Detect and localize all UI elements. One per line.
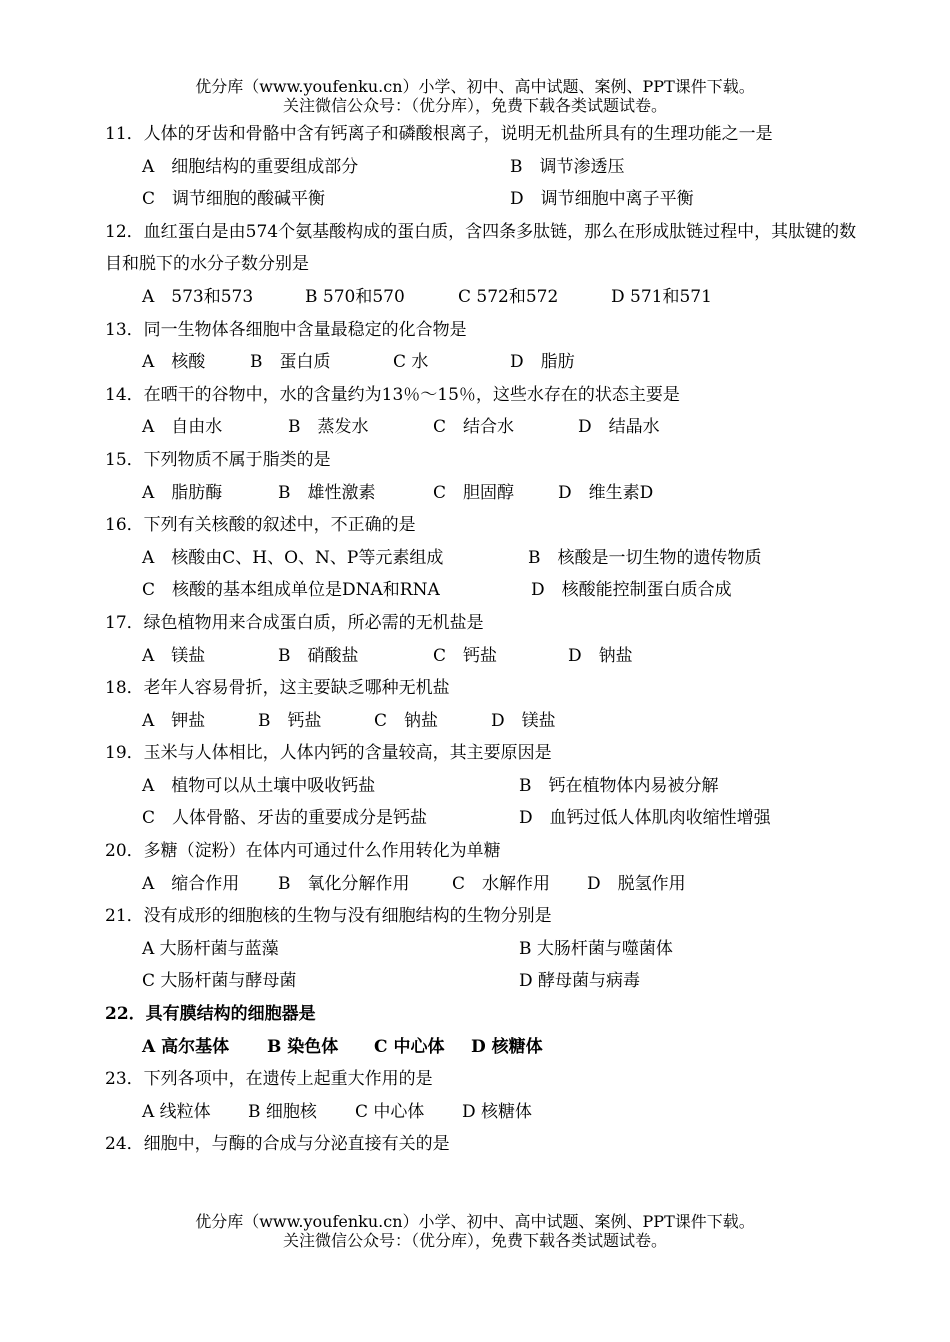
option-row xyxy=(0,1096,950,1129)
option-c: C 中心体 xyxy=(355,1101,425,1122)
question-13 xyxy=(0,314,950,379)
option-b: B 细胞核 xyxy=(248,1101,317,1122)
option-row xyxy=(0,933,950,966)
question-11 xyxy=(0,118,950,216)
question-12 xyxy=(0,216,950,314)
question-stem: 18．老年人容易骨折，这主要缺乏哪种无机盐 xyxy=(105,678,450,699)
option-row xyxy=(0,183,950,216)
option-d: D 脱氢作用 xyxy=(587,873,686,894)
question-14 xyxy=(0,379,950,444)
option-c: C 572和572 xyxy=(458,286,559,307)
question-stem: 13．同一生物体各细胞中含量最稳定的化合物是 xyxy=(105,319,467,340)
option-a: A 线粒体 xyxy=(142,1101,211,1122)
option-d: D 结晶水 xyxy=(578,417,660,438)
option-a: A 大肠杆菌与蓝藻 xyxy=(142,938,279,959)
question-22 xyxy=(0,998,950,1063)
option-c: C 胆固醇 xyxy=(433,482,515,503)
option-d: D 脂肪 xyxy=(510,352,575,373)
option-c: C 结合水 xyxy=(433,417,515,438)
question-stem: 22．具有膜结构的细胞器是 xyxy=(105,1004,316,1025)
option-row xyxy=(0,346,950,379)
option-c: C 水解作用 xyxy=(452,873,551,894)
option-a: A 573和573 xyxy=(142,286,254,307)
question-stem: 21．没有成形的细胞核的生物与没有细胞结构的生物分别是 xyxy=(105,906,552,927)
question-23 xyxy=(0,1063,950,1128)
option-b: B 570和570 xyxy=(305,286,405,307)
option-c: C 核酸的基本组成单位是DNA和RNA xyxy=(142,580,440,601)
option-row xyxy=(0,965,950,998)
option-a: A 镁盐 xyxy=(142,645,206,666)
option-b: B 调节渗透压 xyxy=(510,156,625,177)
option-b: B 大肠杆菌与噬菌体 xyxy=(519,938,673,959)
option-row xyxy=(0,868,950,901)
option-row xyxy=(0,574,950,607)
option-a: A 钾盐 xyxy=(142,710,206,731)
option-c: C 钠盐 xyxy=(374,710,439,731)
page-footer xyxy=(0,1212,950,1250)
question-stem: 19．玉米与人体相比，人体内钙的含量较高，其主要原因是 xyxy=(105,743,552,764)
option-a: A 脂肪酶 xyxy=(142,482,223,503)
header-line-1: 优分库（www.youfenku.cn）小学、初中、高中试题、案例、PPT课件下载。 xyxy=(195,77,755,96)
option-row xyxy=(0,1031,950,1064)
question-20 xyxy=(0,835,950,900)
option-c: C 中心体 xyxy=(374,1036,445,1057)
question-24 xyxy=(0,1128,950,1161)
question-stem: 17．绿色植物用来合成蛋白质，所必需的无机盐是 xyxy=(105,612,484,633)
option-a: A 核酸由C、H、O、N、P等元素组成 xyxy=(142,547,444,568)
option-row xyxy=(0,411,950,444)
option-d: D 维生素D xyxy=(558,482,654,503)
question-18 xyxy=(0,672,950,737)
option-row xyxy=(0,802,950,835)
option-row xyxy=(0,705,950,738)
option-c: C 调节细胞的酸碱平衡 xyxy=(142,189,326,210)
page-header xyxy=(0,77,950,115)
option-d: D 血钙过低人体肌肉收缩性增强 xyxy=(519,808,771,829)
option-row xyxy=(0,770,950,803)
question-list xyxy=(0,118,950,1161)
option-c: C 水 xyxy=(393,352,429,373)
option-a: A 自由水 xyxy=(142,417,223,438)
option-row xyxy=(0,151,950,184)
question-15 xyxy=(0,444,950,509)
header-line-2: 关注微信公众号：（优分库），免费下载各类试题试卷。 xyxy=(282,96,667,115)
option-d: D 钠盐 xyxy=(568,645,633,666)
option-row xyxy=(0,640,950,673)
option-d: D 核糖体 xyxy=(462,1101,533,1122)
option-d: D 核糖体 xyxy=(471,1036,543,1057)
question-17 xyxy=(0,607,950,672)
option-row xyxy=(0,281,950,314)
question-stem: 16．下列有关核酸的叙述中，不正确的是 xyxy=(105,515,416,536)
question-19 xyxy=(0,737,950,835)
footer-line-2: 关注微信公众号：（优分库），免费下载各类试题试卷。 xyxy=(282,1231,667,1250)
question-stem: 12．血红蛋白是由574个氨基酸构成的蛋白质，含四条多肽链，那么在形成肽链过程中，其肽键的数目和脱下的水分子数分别是 xyxy=(105,221,857,275)
question-stem: 20．多糖（淀粉）在体内可通过什么作用转化为单糖 xyxy=(105,841,501,862)
question-stem: 24．细胞中，与酶的合成与分泌直接有关的是 xyxy=(105,1134,450,1155)
option-c: C 钙盐 xyxy=(433,645,498,666)
question-stem: 14．在晒干的谷物中，水的含量约为13％～15％，这些水存在的状态主要是 xyxy=(105,384,680,405)
option-b: B 雄性激素 xyxy=(278,482,376,503)
question-stem: 23．下列各项中，在遗传上起重大作用的是 xyxy=(105,1069,433,1090)
option-d: D 核酸能控制蛋白质合成 xyxy=(531,580,732,601)
option-c: C 人体骨骼、牙齿的重要成分是钙盐 xyxy=(142,808,428,829)
footer-line-1: 优分库（www.youfenku.cn）小学、初中、高中试题、案例、PPT课件下载。 xyxy=(195,1212,755,1231)
option-a: A 缩合作用 xyxy=(142,873,240,894)
question-stem: 11．人体的牙齿和骨骼中含有钙离子和磷酸根离子，说明无机盐所具有的生理功能之一是 xyxy=(105,124,773,144)
option-row xyxy=(0,542,950,575)
option-row xyxy=(0,477,950,510)
option-a: A 高尔基体 xyxy=(142,1036,230,1057)
option-a: A 细胞结构的重要组成部分 xyxy=(142,156,359,177)
option-b: B 氧化分解作用 xyxy=(278,873,410,894)
option-d: D 571和571 xyxy=(611,286,712,307)
option-b: B 染色体 xyxy=(267,1036,339,1057)
option-b: B 核酸是一切生物的遗传物质 xyxy=(528,547,762,568)
question-stem: 15．下列物质不属于脂类的是 xyxy=(105,449,331,470)
question-21 xyxy=(0,900,950,998)
option-c: C 大肠杆菌与酵母菌 xyxy=(142,971,297,992)
option-b: B 硝酸盐 xyxy=(278,645,359,666)
option-d: D 镁盐 xyxy=(491,710,556,731)
option-b: B 蛋白质 xyxy=(250,352,331,373)
question-16 xyxy=(0,509,950,607)
option-d: D 酵母菌与病毒 xyxy=(519,971,641,992)
option-b: B 蒸发水 xyxy=(288,417,369,438)
option-b: B 钙盐 xyxy=(258,710,322,731)
option-a: A 核酸 xyxy=(142,352,206,373)
option-d: D 调节细胞中离子平衡 xyxy=(510,189,694,210)
option-a: A 植物可以从土壤中吸收钙盐 xyxy=(142,775,376,796)
option-b: B 钙在植物体内易被分解 xyxy=(519,775,719,796)
